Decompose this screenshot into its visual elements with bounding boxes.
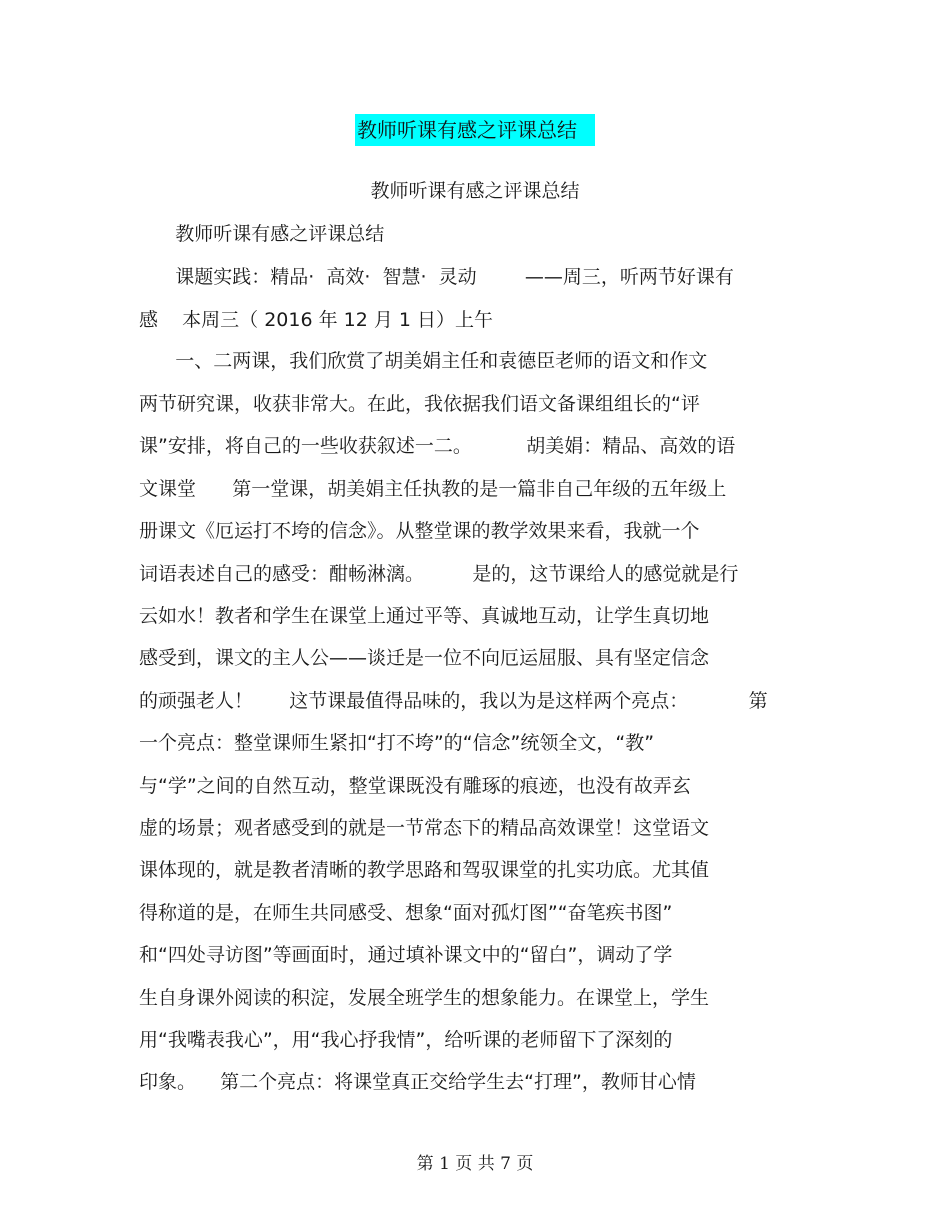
body-line: 课题实践：精品· 高效· 智慧· 灵动 ——周三，听两节好课有: [139, 266, 734, 288]
body-line: 词语表述自己的感受：酣畅淋漓。 是的，这节课给人的感觉就是行: [139, 563, 739, 585]
body-line: 课体现的，就是教者清晰的教学思路和驾驭课堂的扎实功底。尤其值: [139, 859, 710, 881]
body-line: 两节研究课，收获非常大。在此，我依据我们语文备课组组长的“评: [139, 393, 700, 415]
body-line: 和“四处寻访图”等画面时，通过填补课文中的“留白”，调动了学: [139, 944, 673, 966]
body-line: 得称道的是，在师生共同感受、想象“面对孤灯图”“奋笔疾书图”: [139, 902, 673, 924]
body-line: 册课文《厄运打不垮的信念》。从整堂课的教学效果来看，我就一个: [139, 520, 700, 542]
body-line: 文课堂 第一堂课，胡美娟主任执教的是一篇非自己年级的五年级上: [139, 478, 727, 500]
highlighted-title: 教师听课有感之评课总结: [355, 114, 595, 146]
body-line: 用“我嘴表我心”，用“我心抒我情”，给听课的老师留下了深刻的: [139, 1029, 673, 1051]
body-line: 虚的场景；观者感受到的就是一节常态下的精品高效课堂！这堂语文: [139, 817, 710, 839]
title-block: [0, 114, 950, 146]
body-line: 生自身课外阅读的积淀，发展全班学生的想象能力。在课堂上，学生: [139, 987, 710, 1009]
subtitle: 教师听课有感之评课总结: [370, 180, 580, 202]
page-number-footer: 第 1 页 共 7 页: [416, 1154, 534, 1174]
body-line: 感受到，课文的主人公——谈迁是一位不向厄运屈服、具有坚定信念: [139, 647, 710, 669]
body-line: 感 本周三（ 2016 年 12 月 1 日）上午: [139, 309, 494, 331]
body-line: 一个亮点：整堂课师生紧扣“打不垮”的“信念”统领全文，“教”: [139, 732, 655, 754]
body-line: 一、二两课，我们欣赏了胡美娟主任和袁德臣老师的语文和作文: [139, 350, 708, 372]
body-line: 云如水！教者和学生在课堂上通过平等、真诚地互动，让学生真切地: [139, 605, 710, 627]
body-line: 课”安排，将自己的一些收获叙述一二。 胡美娟：精品、高效的语: [139, 435, 736, 457]
body-line: 与“学”之间的自然互动，整堂课既没有雕琢的痕迹，也没有故弄玄: [139, 775, 691, 797]
body-line: 的顽强老人！ 这节课最值得品味的，我以为是这样两个亮点： 第: [139, 690, 768, 712]
body-line: 教师听课有感之评课总结: [139, 223, 385, 245]
body-line: 印象。 第二个亮点：将课堂真正交给学生去“打理”，教师甘心情: [139, 1071, 696, 1093]
